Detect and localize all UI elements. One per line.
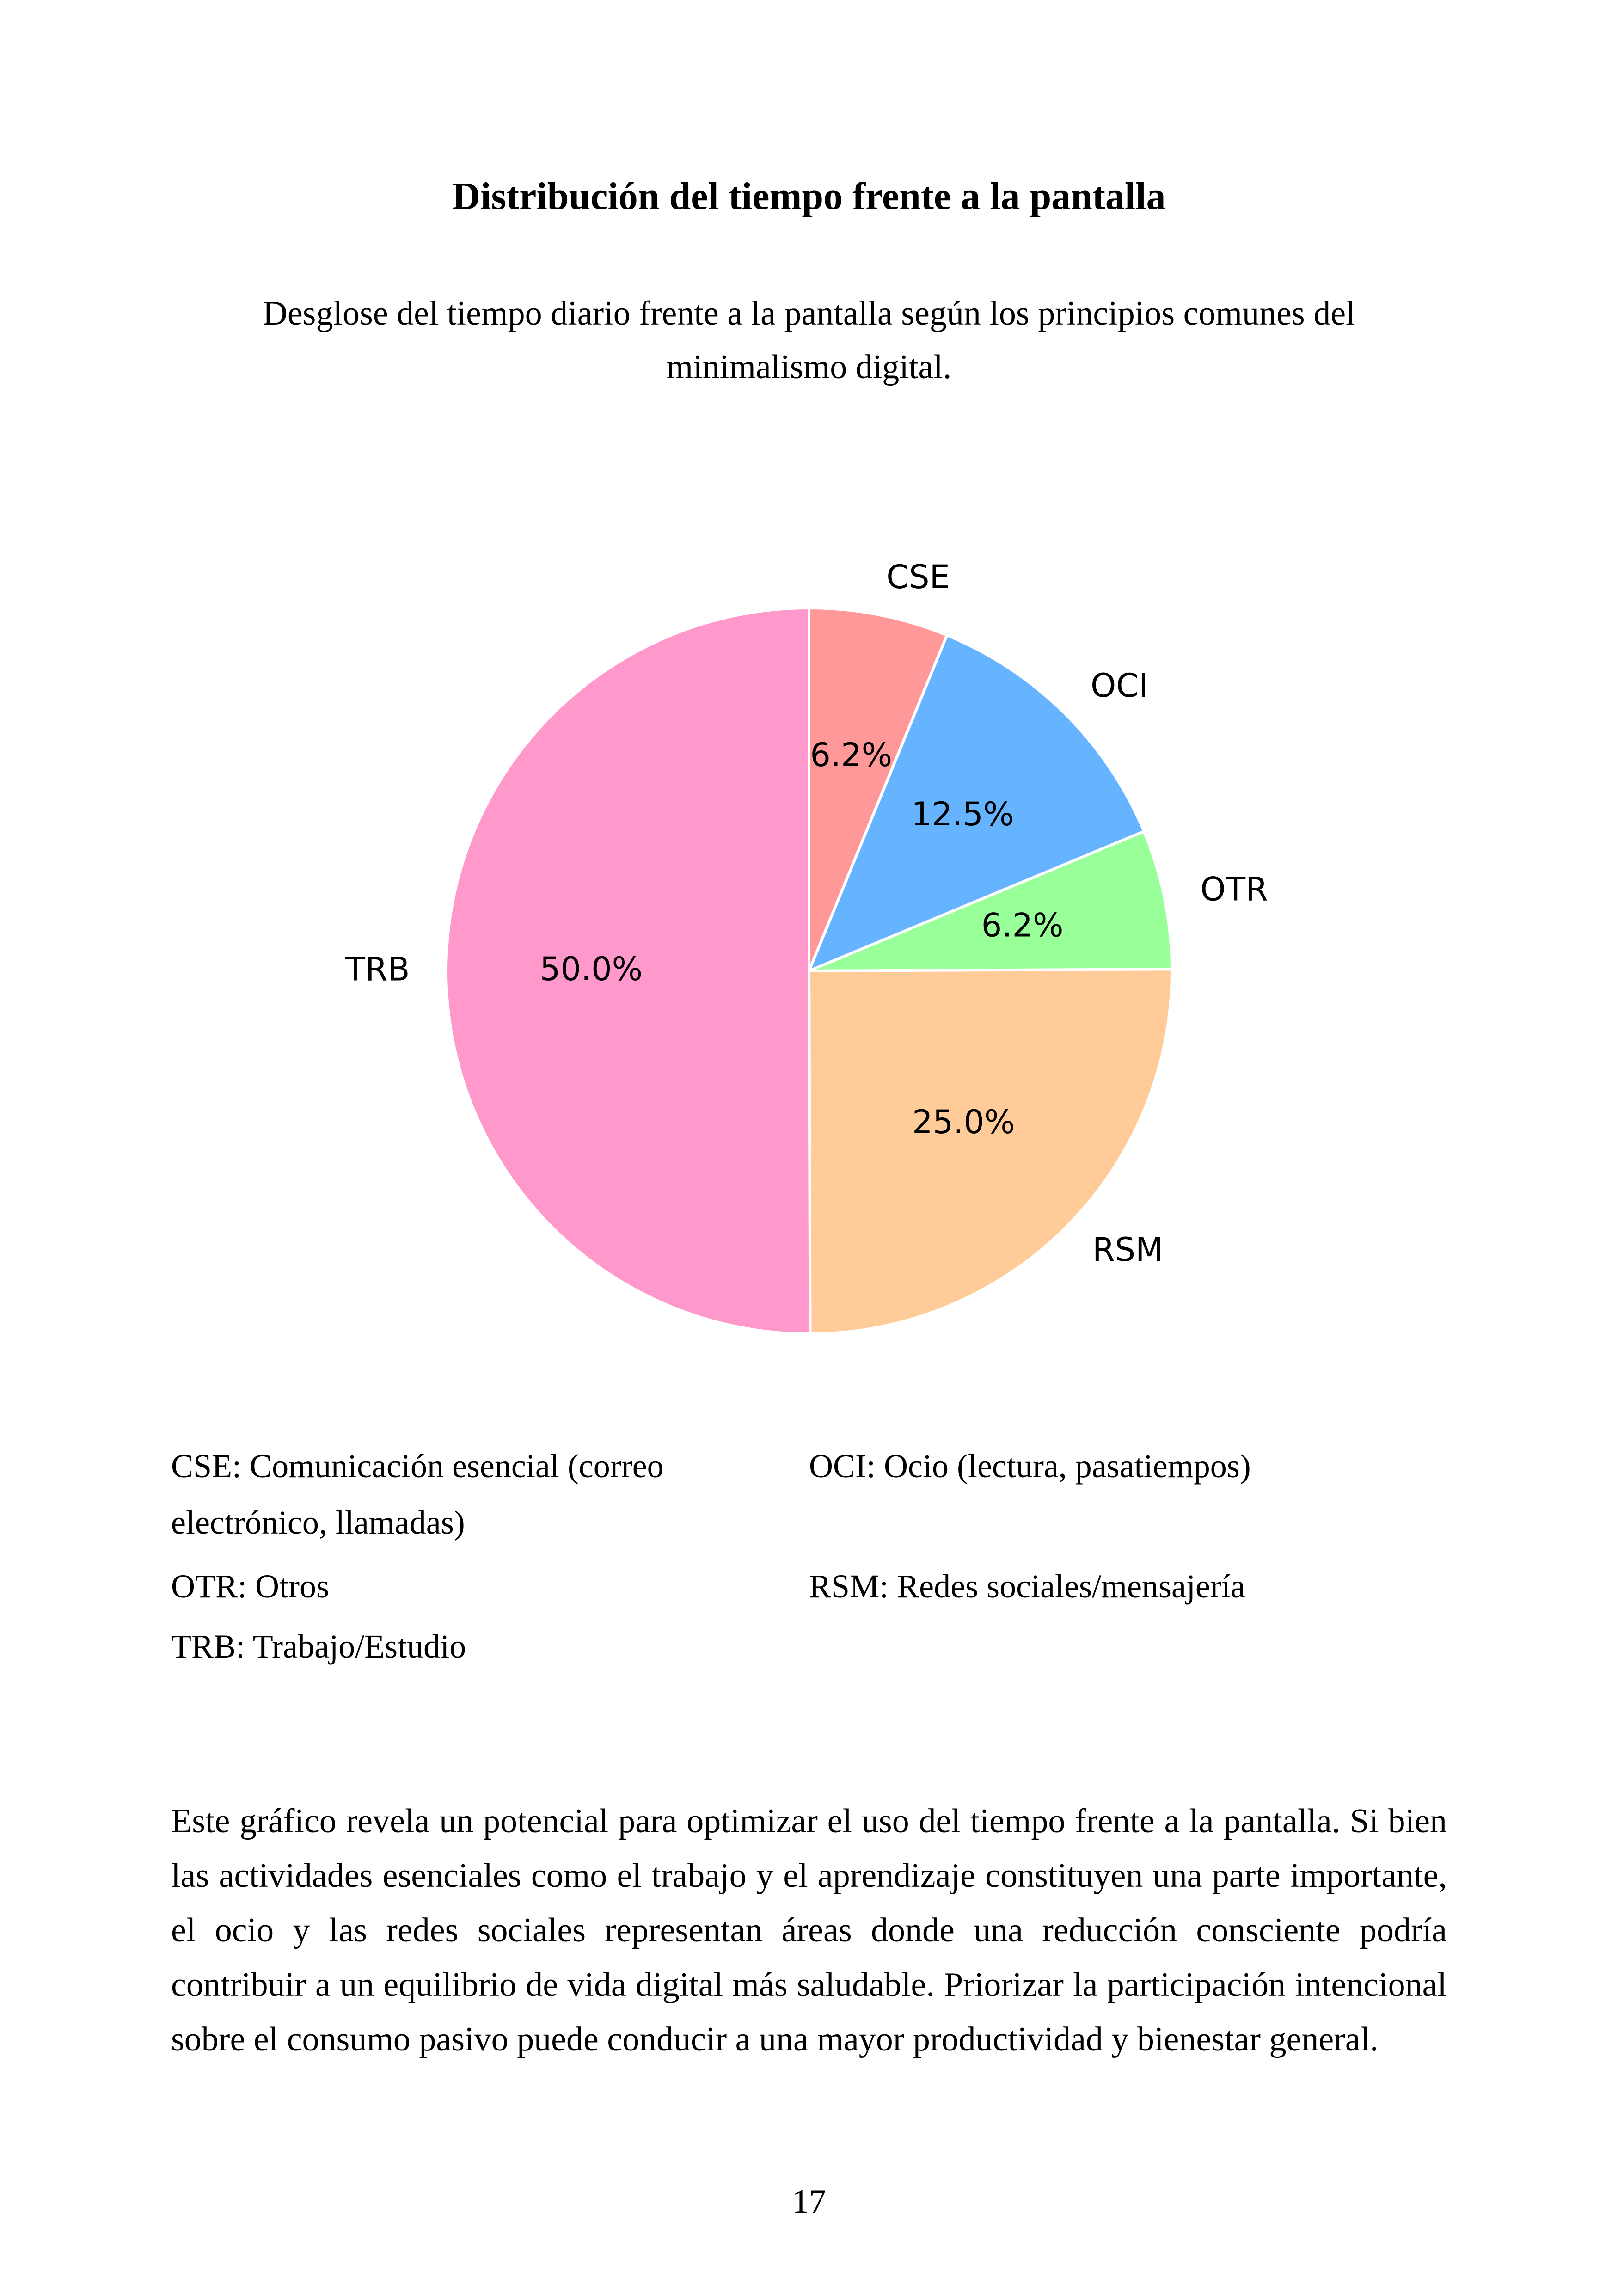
- legend-item-trb: TRB: Trabajo/Estudio: [171, 1628, 466, 1665]
- slice-category-label-rsm: RSM: [1092, 1231, 1164, 1269]
- legend-item-cse: CSE: Comunicación esencial (correo electrónico, llamadas): [171, 1448, 664, 1541]
- chart-title: Distribución del tiempo frente a la pantalla: [452, 175, 1166, 218]
- slice-value-label-trb: 50.0%: [539, 950, 643, 988]
- slice-value-label-otr: 6.2%: [981, 906, 1064, 945]
- slice-value-label-cse: 6.2%: [810, 736, 893, 774]
- slice-category-label-cse: CSE: [886, 558, 950, 596]
- legend-item-otr: OTR: Otros: [171, 1568, 329, 1605]
- slice-value-label-rsm: 25.0%: [912, 1103, 1015, 1141]
- pie-slice-rsm: [809, 969, 1172, 1334]
- pie-chart: [0, 509, 1618, 1410]
- chart-subtitle: Desglose del tiempo diario frente a la pantalla según los principios comunes del minimalismo digital.: [263, 295, 1355, 386]
- slice-category-label-otr: OTR: [1200, 870, 1268, 909]
- body-paragraph: Este gráfico revela un potencial para optimizar el uso del tiempo frente a la pantalla. Si bien las actividades esenciales como el trabajo y el aprendizaje constituyen una parte importante, el ocio y las redes sociales representan áreas donde una reducción consciente podría contribuir a un equilibrio de vida digital más saludable. Priorizar la participación intencional sobre el consumo pasivo puede conducir a una mayor productividad y bienestar general.: [171, 1802, 1447, 2058]
- slice-category-label-oci: OCI: [1091, 667, 1148, 705]
- legend-item-rsm: RSM: Redes sociales/mensajería: [809, 1568, 1245, 1605]
- slice-category-label-trb: TRB: [345, 950, 410, 988]
- slice-value-label-oci: 12.5%: [911, 795, 1014, 834]
- legend-item-oci: OCI: Ocio (lectura, pasatiempos): [809, 1448, 1251, 1485]
- page-number: 17: [792, 2183, 826, 2221]
